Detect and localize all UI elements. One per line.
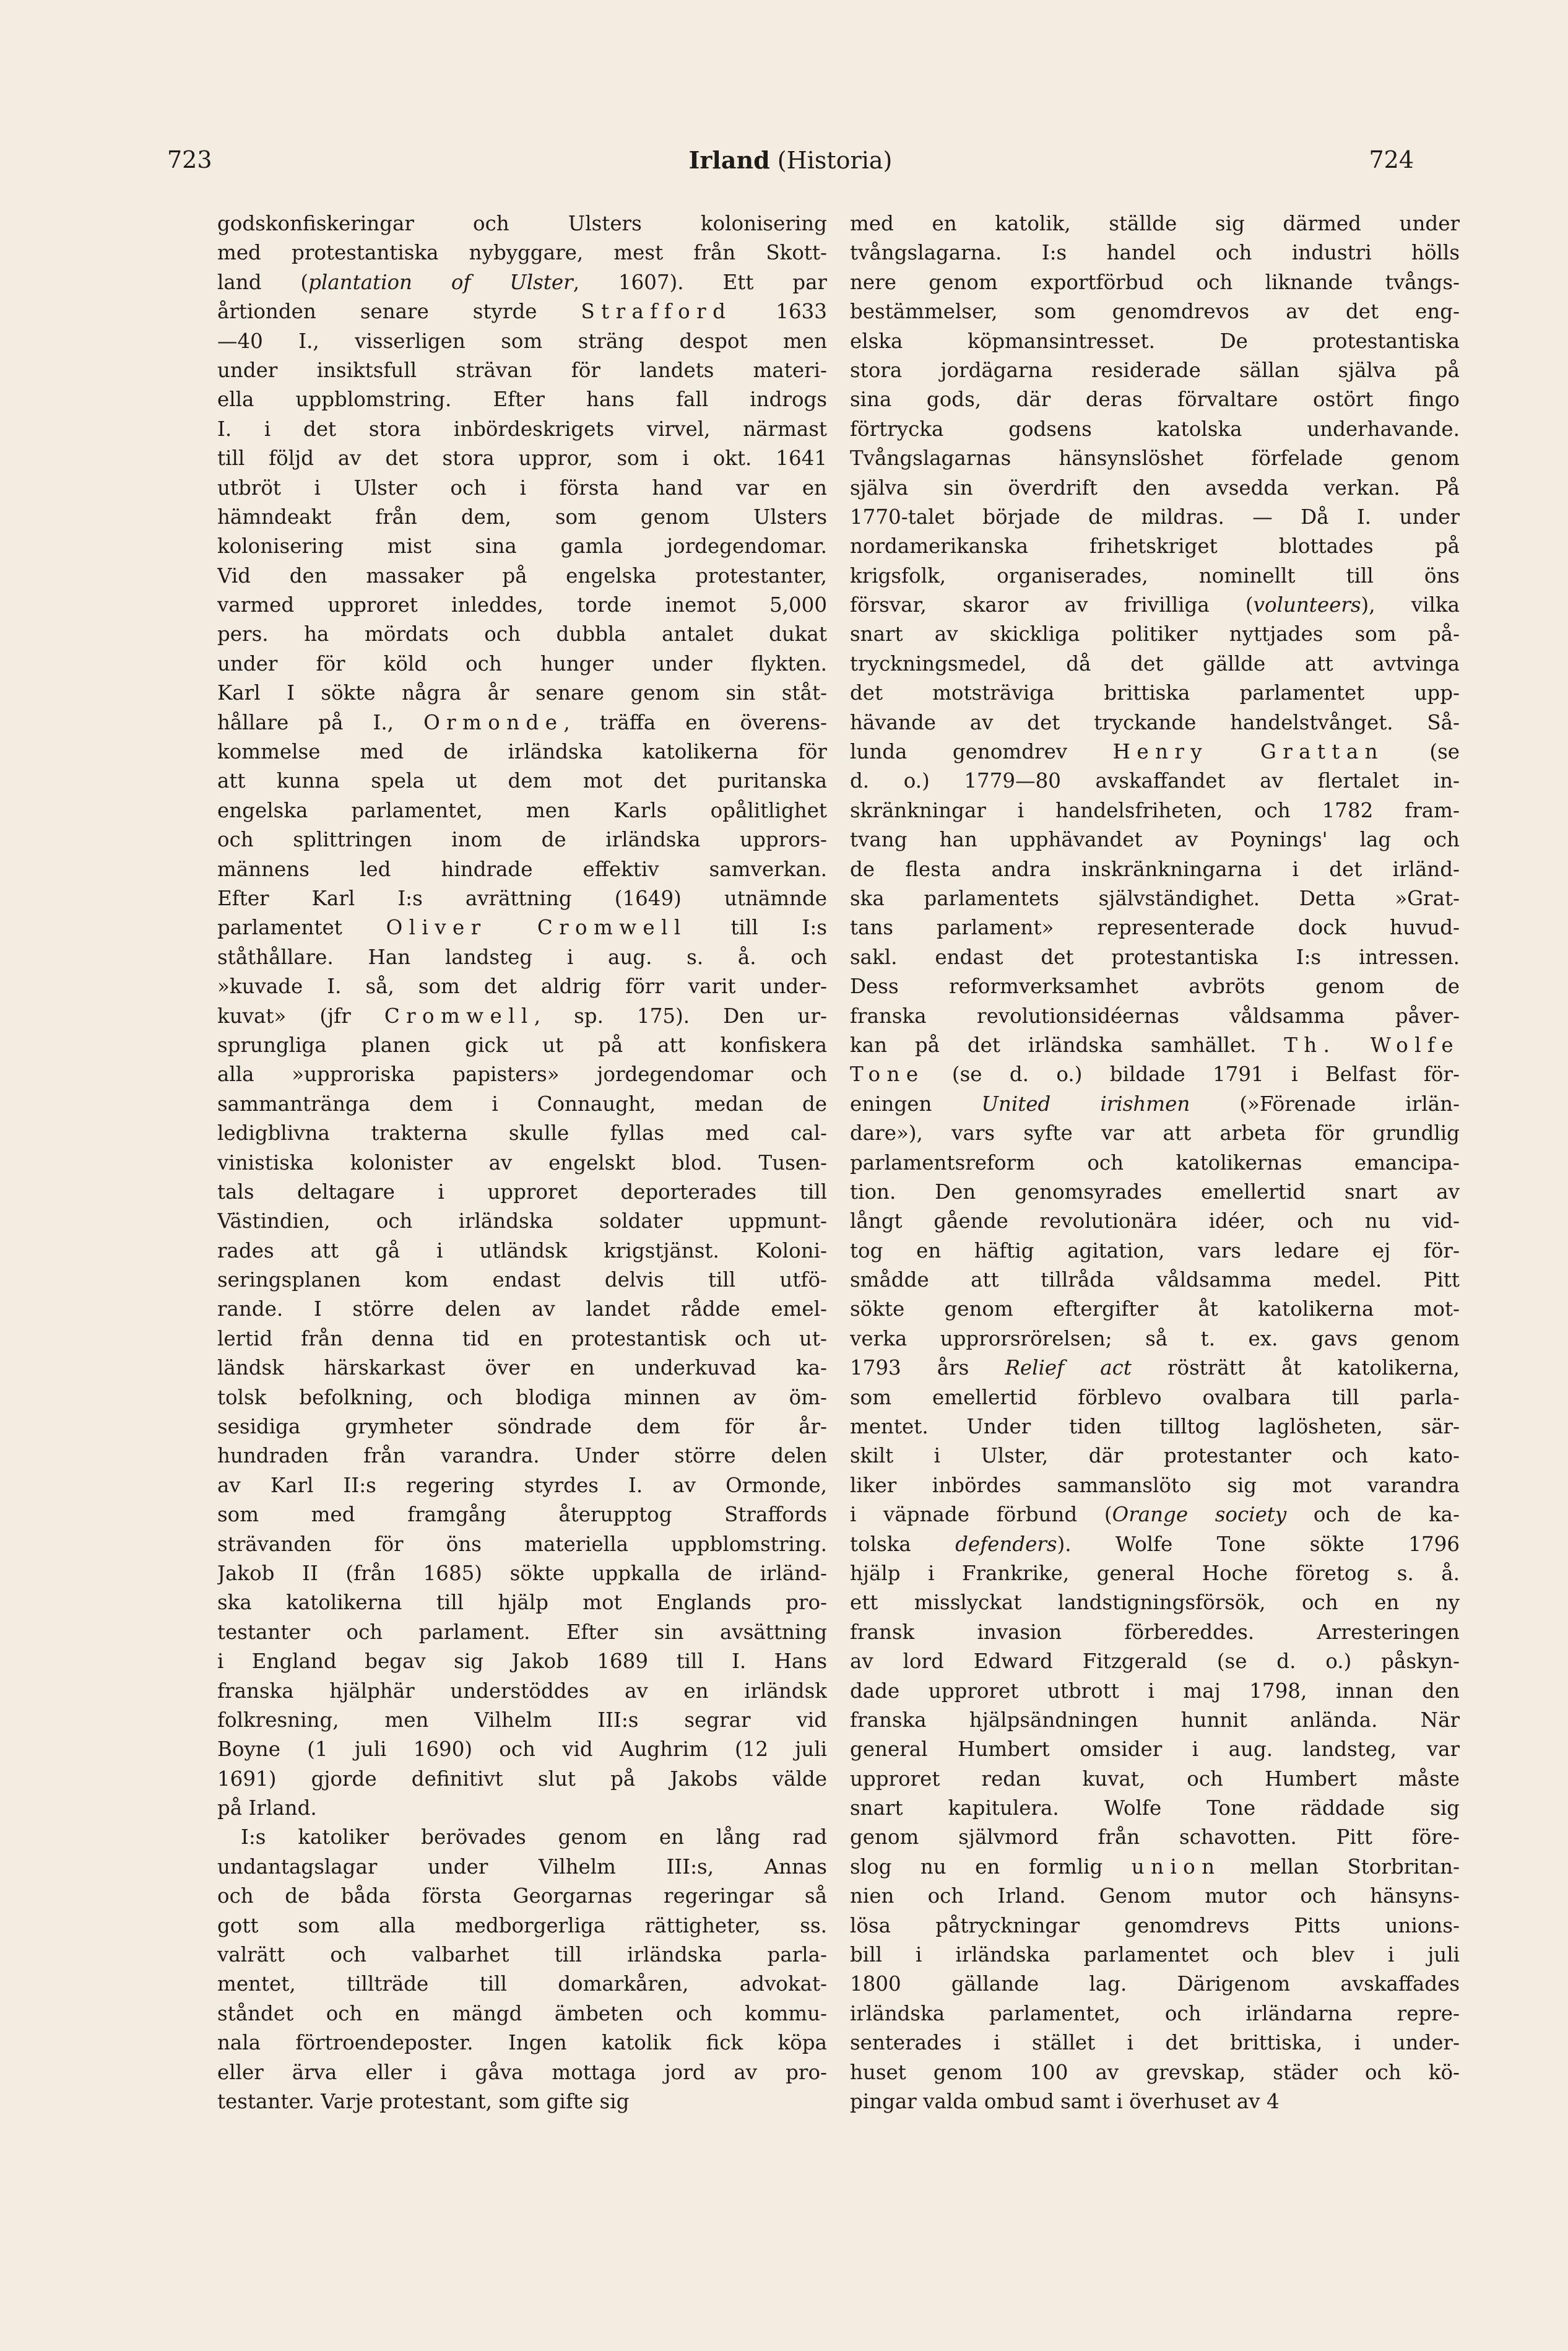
text-line: alla »upproriska papisters» jordegendomar och (217, 1063, 827, 1087)
text-line: skilt i Ulster, där protestanter och kato- (850, 1444, 1460, 1468)
text-line: tals deltagare i upproret deporterades till (217, 1180, 827, 1204)
text-run: kan på det irländska samhället. (850, 1033, 1284, 1057)
title-bold: Irland (688, 146, 770, 174)
spaced-name: Oliver Cromwell (386, 916, 687, 940)
text-run: , sp. 175). Den ur- (534, 1004, 827, 1028)
text-line: franska revolutionsidéernas våldsamma påver- (850, 1004, 1460, 1028)
text-line: godskonfiskeringar och Ulsters kolonisering (217, 212, 827, 235)
text-line: själva sin överdrift den avsedda verkan. På (850, 476, 1460, 500)
text-line: långt gående revolutionära idéer, och nu vid- (850, 1209, 1460, 1233)
text-line: hävande av det tryckande handelstvånget. Så- (850, 710, 1460, 734)
text-run: mellan Storbritan- (1221, 1854, 1460, 1879)
spaced-name: Ormonde (423, 710, 564, 734)
page-header (167, 146, 1414, 189)
text-line: eller ärva eller i gåva mottaga jord av pro- (217, 2060, 827, 2084)
text-run: tolska (850, 1532, 956, 1556)
text-line (850, 1060, 1460, 1089)
text-line: senterades i stället i det brittiska, i under- (850, 2031, 1460, 2055)
text-run: i väpnade förbund ( (850, 1503, 1112, 1527)
text-line: under insiktsfull strävan för landets materi- (217, 358, 827, 382)
text-run: eningen (850, 1092, 982, 1116)
text-line: snart av skickliga politiker nyttjades som på- (850, 622, 1460, 646)
text-line: Boyne (1 juli 1690) och vid Aughrim (12 juli (217, 1737, 827, 1762)
text-line: de flesta andra inskränkningarna i det irländ- (850, 857, 1460, 881)
text-line: utbröt i Ulster och i första hand var en (217, 476, 827, 500)
text-run: hållare på I., (217, 710, 424, 734)
text-line: sesidiga grymheter söndrade dem för år- (217, 1415, 827, 1439)
right-column (850, 209, 1460, 2116)
text-line: vinistiska kolonister av engelskt blod. Tusen- (217, 1150, 827, 1175)
text-line: bill i irländska parlamentet och blev i juli (850, 1943, 1460, 1967)
spaced-name: Cromwell (384, 1004, 534, 1028)
text-line: nala förtroendeposter. Ingen katolik fick köpa (217, 2031, 827, 2055)
text-line (850, 1500, 1460, 1529)
text-line: 1800 gällande lag. Därigenom avskaffades (850, 1972, 1460, 1996)
text-line (850, 1530, 1460, 1559)
text-line: det motsträviga brittiska parlamentet upp- (850, 681, 1460, 705)
text-line (850, 1853, 1460, 1882)
text-run: (se d. o.) bildade 1791 i Belfast för- (924, 1063, 1460, 1087)
text-line: förtrycka godsens katolska underhavande. (850, 417, 1460, 441)
text-line: tvang han upphävandet av Poynings' lag och (850, 828, 1460, 852)
spaced-name: Henry Grattan (1112, 740, 1384, 764)
text-line: hundraden från varandra. Under större delen (217, 1444, 827, 1468)
text-line: på Irland. (217, 1796, 317, 1820)
spaced-name: Th. Wolfe (1284, 1033, 1460, 1057)
text-line: testanter och parlament. Efter sin avsättning (217, 1620, 827, 1644)
text-line (217, 913, 827, 942)
text-line: till följd av det stora uppror, som i okt. 1641 (217, 446, 827, 471)
text-line: ledigblivna trakterna skulle fyllas med cal- (217, 1121, 827, 1145)
text-line: ståndet och en mängd ämbeten och kommu- (217, 2001, 827, 2025)
text-line: lertid från denna tid en protestantisk och ut- (217, 1326, 827, 1350)
text-line: verka upprorsrörelsen; så t. ex. gavs genom (850, 1326, 1460, 1350)
text-line (850, 737, 1460, 767)
text-line: valrätt och valbarhet till irländska parla- (217, 1943, 827, 1967)
text-line: sakl. endast det protestantiska I:s intressen. (850, 945, 1460, 969)
text-line: strävanden för öns materiella uppblomstring. (217, 1532, 827, 1556)
text-line: smådde att tillråda våldsamma medel. Pitt (850, 1268, 1460, 1292)
text-run: årtionden senare styrde (217, 300, 581, 324)
text-line: männens led hindrade effektiv samverkan. (217, 857, 827, 881)
text-line: nordamerikanska frihetskriget blottades på (850, 534, 1460, 558)
text-line: snart kapitulera. Wolfe Tone räddade sig (850, 1796, 1460, 1820)
text-run: lunda genomdrev (850, 740, 1113, 764)
text-line: rande. I större delen av landet rådde emel- (217, 1297, 827, 1321)
italic-term: Orange society (1112, 1503, 1287, 1527)
text-line: tvångslagarna. I:s handel och industri hölls (850, 241, 1460, 265)
text-line: i England begav sig Jakob 1689 till I. Hans (217, 1649, 827, 1674)
text-line: ella uppblomstring. Efter hans fall indrogs (217, 388, 827, 412)
text-line: undantagslagar under Vilhelm III:s, Annas (217, 1854, 827, 1879)
text-line: mentet. Under tiden tilltog laglösheten, sär- (850, 1415, 1460, 1439)
text-line: kolonisering mist sina gamla jordegendomar. (217, 534, 827, 558)
text-line: liker inbördes sammanslöto sig mot varandra (850, 1473, 1460, 1497)
text-line: ska katolikerna till hjälp mot Englands pro- (217, 1591, 827, 1615)
text-line: elska köpmansintresset. De protestantiska (850, 329, 1460, 353)
text-line (850, 1090, 1460, 1119)
text-line: folkresning, men Vilhelm III:s segrar vid (217, 1708, 827, 1732)
text-line: franska hjälpsändningen hunnit anlända. När (850, 1708, 1460, 1732)
text-line: ska parlamentets självständighet. Detta »Grat- (850, 886, 1460, 910)
text-line: och de båda första Georgarnas regeringar så (217, 1884, 827, 1908)
text-line: pers. ha mördats och dubbla antalet dukat (217, 622, 827, 646)
text-line: general Humbert omsider i aug. landsteg, var (850, 1737, 1460, 1762)
text-line: Tvångslagarnas hänsynslöshet förfelade genom (850, 446, 1460, 471)
text-line: upproret redan kuvat, och Humbert måste (850, 1767, 1460, 1791)
text-line: Karl I sökte några år senare genom sin ståt- (217, 681, 827, 705)
text-run: 1633 (732, 300, 827, 324)
spaced-name: Tone (850, 1063, 925, 1087)
text-line: Jakob II (från 1685) sökte uppkalla de irländ- (217, 1561, 827, 1585)
text-line: I. i det stora inbördeskrigets virvel, närmast (217, 417, 827, 441)
italic-term: United irishmen (981, 1092, 1190, 1116)
text-line: kommelse med de irländska katolikerna för (217, 740, 827, 764)
text-line: testanter. Varje protestant, som gifte sig (217, 2090, 630, 2113)
text-line: stora jordägarna residerade sällan själva på (850, 358, 1460, 382)
left-column (217, 209, 827, 2116)
page-number-left: 723 (167, 146, 212, 173)
text-line (217, 268, 827, 297)
text-line: 1691) gjorde definitivt slut på Jakobs välde (217, 1767, 827, 1791)
text-line: som med framgång återupptog Straffords (217, 1503, 827, 1527)
text-line: irländska parlamentet, och irländarna repre- (850, 2001, 1460, 2025)
spaced-name: union (1131, 1854, 1221, 1879)
text-line: sina gods, där deras förvaltare ostört fingo (850, 388, 1460, 412)
text-run: (se (1384, 740, 1460, 764)
running-title (167, 146, 1414, 174)
text-line: hjälp i Frankrike, general Hoche företog s. å. (850, 1561, 1460, 1585)
text-line: med protestantiska nybyggare, mest från Skott- (217, 241, 827, 265)
text-run: försvar, skaror av frivilliga ( (850, 593, 1254, 617)
text-line: pingar valda ombud samt i överhuset av 4 (850, 2090, 1280, 2113)
text-run: slog nu en formlig (850, 1854, 1132, 1879)
text-line: Efter Karl I:s avrättning (1649) utnämnde (217, 886, 827, 910)
text-line: med en katolik, ställde sig därmed under (850, 212, 1460, 235)
text-run: parlamentet (217, 916, 386, 940)
text-line (217, 708, 827, 737)
text-line: ländsk härskarkast över en underkuvad ka- (217, 1356, 827, 1380)
text-line: franska hjälphär understöddes av en irländsk (217, 1679, 827, 1703)
text-line: Dess reformverksamhet avbröts genom de (850, 975, 1460, 999)
text-line (217, 297, 827, 326)
text-line: skränkningar i handelsfriheten, och 1782 fram- (850, 798, 1460, 822)
text-line: genom självmord från schavotten. Pitt före- (850, 1825, 1460, 1849)
text-run: rösträtt åt katolikerna, (1131, 1356, 1460, 1380)
text-line: Vid den massaker på engelska protestanter, (217, 563, 827, 588)
text-line: sökte genom eftergifter åt katolikerna mot- (850, 1297, 1460, 1321)
text-line: parlamentsreform och katolikernas emancipa- (850, 1150, 1460, 1175)
text-line: bestämmelser, som genomdrevos av det eng- (850, 300, 1460, 324)
text-line: mentet, tillträde till domarkåren, advokat- (217, 1972, 827, 1996)
text-line: Västindien, och irländska soldater uppmunt- (217, 1209, 827, 1233)
text-run: ). Wolfe Tone sökte 1796 (1057, 1532, 1460, 1556)
text-line: varmed upproret inleddes, torde inemot 5,000 (217, 593, 827, 617)
text-line: tion. Den genomsyrades emellertid snart av (850, 1180, 1460, 1204)
text-line (850, 1031, 1460, 1060)
text-line: av Karl II:s regering styrdes I. av Ormonde, (217, 1473, 827, 1497)
text-line: och splittringen inom de irländska upprors- (217, 828, 827, 852)
text-line: 1770-talet började de mildras. — Då I. under (850, 505, 1460, 529)
text-run: till I:s (687, 916, 827, 940)
text-line: lösa påtryckningar genomdrevs Pitts unions- (850, 1913, 1460, 1937)
text-run: , träffa en överens- (563, 710, 827, 734)
text-line (850, 591, 1460, 620)
text-line: d. o.) 1779—80 avskaffandet av flertalet in- (850, 769, 1460, 793)
text-line: —40 I., visserligen som sträng despot men (217, 329, 827, 353)
text-line: sammantränga dem i Connaught, medan de (217, 1092, 827, 1116)
text-run: kuvat» (jfr (217, 1004, 384, 1028)
page-number-right: 724 (1369, 146, 1414, 173)
text-line: »kuvade I. så, som det aldrig förr varit under- (217, 975, 827, 999)
text-run: land ( (217, 270, 309, 294)
text-line (217, 1002, 827, 1031)
text-line: krigsfolk, organiserades, nominellt till öns (850, 563, 1460, 588)
text-line: ett misslyckat landstigningsförsök, och en ny (850, 1591, 1460, 1615)
italic-term: Relief act (1005, 1356, 1132, 1380)
text-line: seringsplanen kom endast delvis till utfö- (217, 1268, 827, 1292)
italic-term: plantation of Ulster (308, 270, 573, 294)
text-line: under för köld och hunger under flykten. (217, 651, 827, 676)
text-run: 1793 års (850, 1356, 1005, 1380)
text-line: sprungliga planen gick ut på att konfiskera (217, 1033, 827, 1057)
text-line: tans parlament» representerade dock huvud- (850, 916, 1460, 940)
text-line: som emellertid förblevo ovalbara till parla- (850, 1385, 1460, 1409)
text-line: hämndeakt från dem, som genom Ulsters (217, 505, 827, 529)
text-line: engelska parlamentet, men Karls opålitlighet (217, 798, 827, 822)
text-line: I:s katoliker berövades genom en lång rad (241, 1825, 827, 1849)
text-line: tryckningsmedel, då det gällde att avtvinga (850, 651, 1460, 676)
text-line: fransk invasion förbereddes. Arresteringen (850, 1620, 1460, 1644)
text-line: rades att gå i utländsk krigstjänst. Koloni- (217, 1238, 827, 1262)
title-rest: (Historia) (777, 147, 893, 174)
text-line: ståthållare. Han landsteg i aug. s. å. och (217, 945, 827, 969)
text-line: dade upproret utbrott i maj 1798, innan den (850, 1679, 1460, 1703)
italic-term: volunteers (1253, 593, 1361, 617)
text-run: och de ka- (1286, 1503, 1460, 1527)
italic-term: defenders (955, 1532, 1057, 1556)
text-line (850, 1354, 1460, 1383)
text-line: dare»), vars syfte var att arbeta för grundlig (850, 1121, 1460, 1145)
text-line: huset genom 100 av grevskap, städer och kö- (850, 2060, 1460, 2084)
text-run: , 1607). Ett par (573, 270, 827, 294)
text-line: gott som alla medborgerliga rättigheter, ss. (217, 1913, 827, 1937)
text-line: av lord Edward Fitzgerald (se d. o.) påskyn- (850, 1649, 1460, 1674)
text-line: tolsk befolkning, och blodiga minnen av öm- (217, 1385, 827, 1409)
text-line: nien och Irland. Genom mutor och hänsyns- (850, 1884, 1460, 1908)
text-line: att kunna spela ut dem mot det puritanska (217, 769, 827, 793)
text-line: nere genom exportförbud och liknande tvångs- (850, 270, 1460, 294)
text-run: (»Förenade irlän- (1190, 1092, 1460, 1116)
text-line: tog en häftig agitation, vars ledare ej för- (850, 1238, 1460, 1262)
text-run: ), vilka (1361, 593, 1460, 617)
spaced-name: Strafford (581, 300, 732, 324)
